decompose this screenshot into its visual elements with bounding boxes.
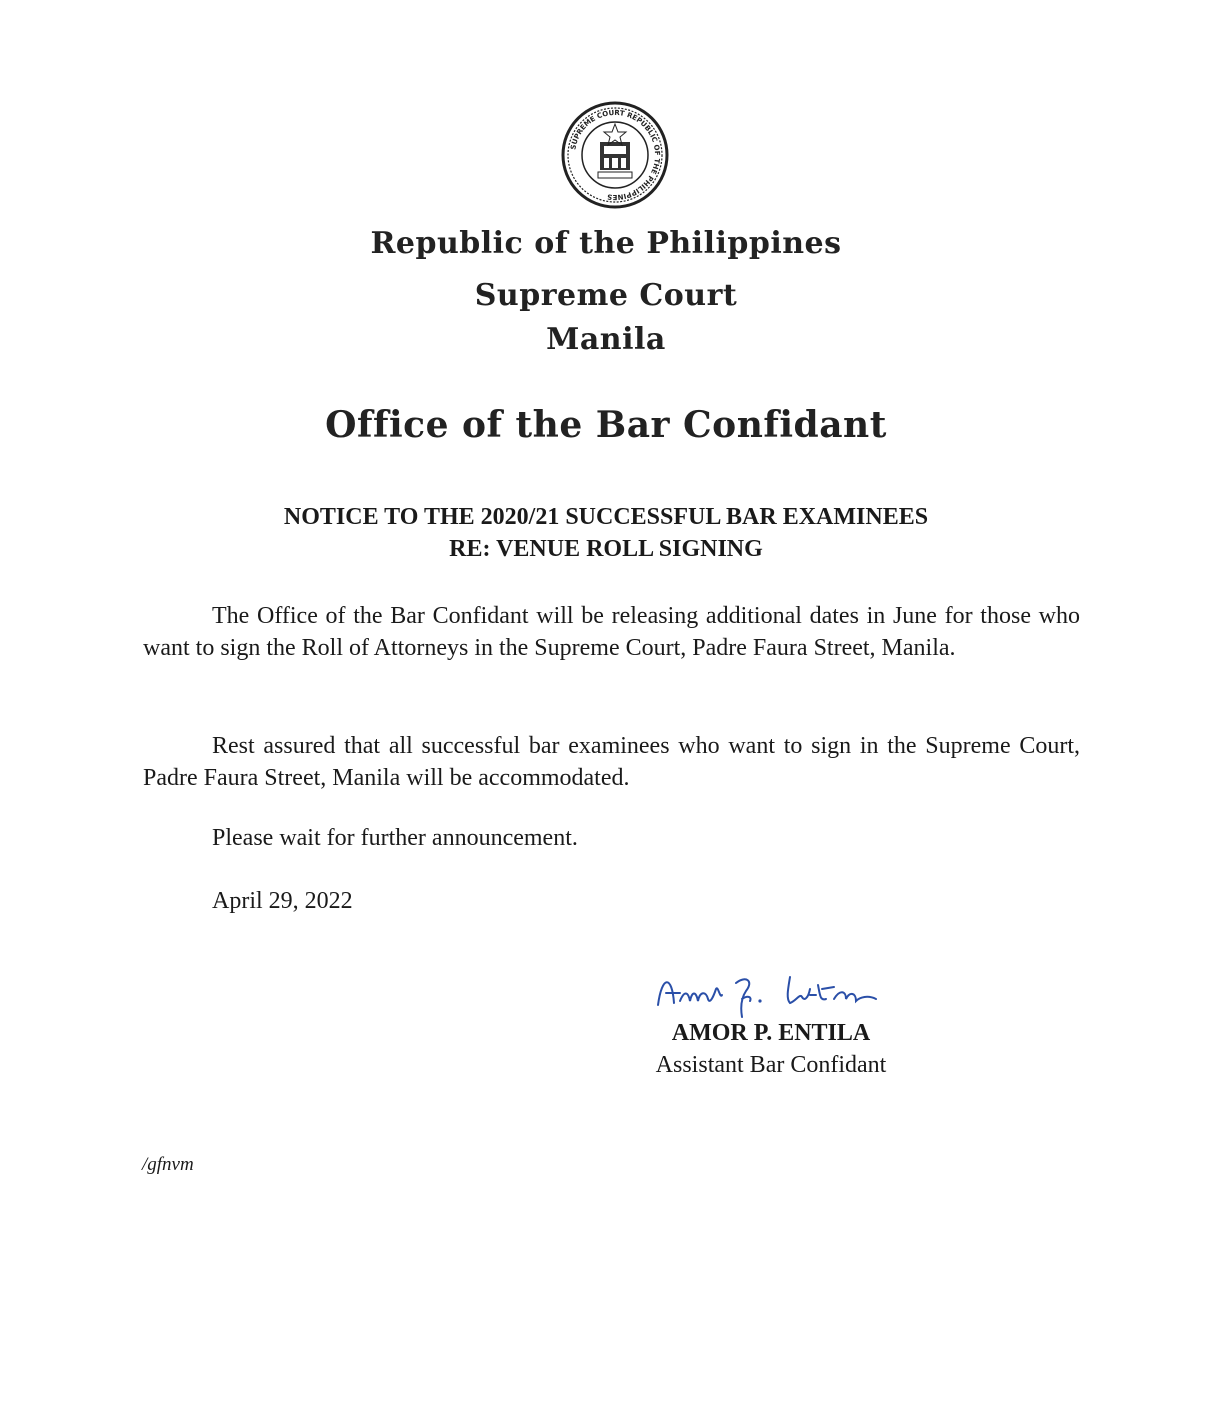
signatory-title: Assistant Bar Confidant: [655, 1052, 887, 1078]
handwritten-signature: [650, 965, 910, 1025]
notice-title-line2: RE: VENUE ROLL SIGNING: [449, 536, 763, 562]
signatory-name: AMOR P. ENTILA: [671, 1020, 871, 1046]
heading-office: Office of the Bar Confidant: [325, 404, 887, 446]
notice-date: April 29, 2022: [212, 888, 353, 914]
seal-text: SUPREME COURT REPUBLIC OF THE PHILIPPINES: [569, 108, 662, 202]
notice-title-line1: NOTICE TO THE 2020/21 SUCCESSFUL BAR EXAMINEES: [283, 504, 929, 530]
body-paragraph-1: The Office of the Bar Confidant will be releasing additional dates in June for those who want to sign the Roll of Attorneys in the Supreme Court, Padre Faura Street, Manila.: [143, 603, 1080, 661]
heading-city: Manila: [546, 322, 666, 357]
heading-republic: Republic of the Philippines: [370, 226, 842, 261]
supreme-court-seal: [560, 100, 670, 210]
heading-court: Supreme Court: [474, 278, 738, 313]
reference-initials: /gfnvm: [142, 1154, 194, 1175]
body-paragraph-2: Rest assured that all successful bar examinees who want to sign in the Supreme Court, Padre Faura Street, Manila will be accommodated.: [143, 733, 1080, 791]
body-paragraph-3: Please wait for further announcement.: [212, 825, 578, 851]
